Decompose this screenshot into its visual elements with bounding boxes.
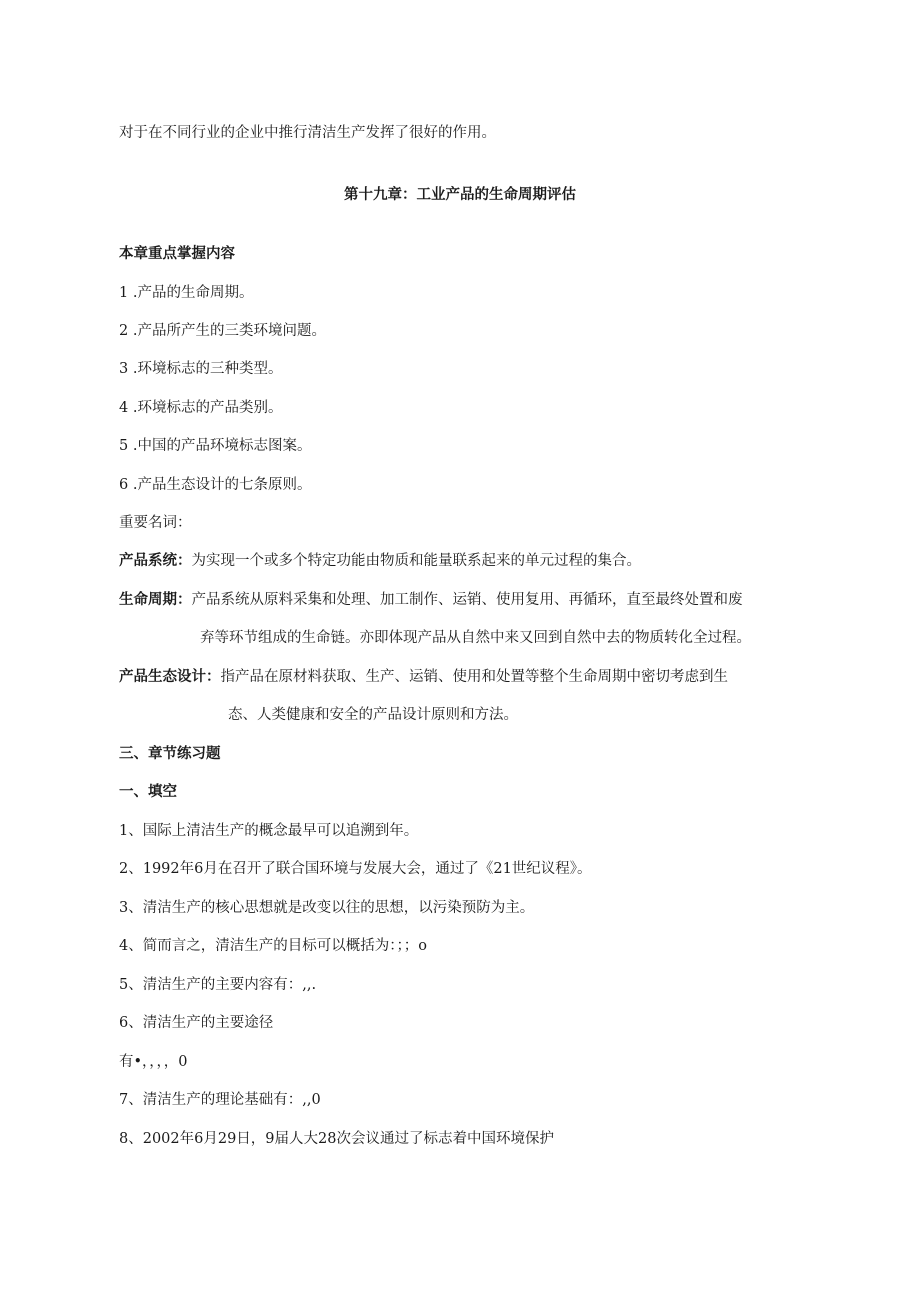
key-point-item: 3 .环境标志的三种类型。: [119, 361, 283, 377]
exercise-question: 1、国际上清洁生产的概念最早可以追溯到年。: [119, 823, 419, 839]
glossary-term-eco-design: [119, 667, 728, 687]
glossary-term-label: 生命周期：: [119, 591, 192, 608]
exercises-section-heading: 三、章节练习题: [119, 745, 221, 762]
exercise-question: 7、清洁生产的理论基础有：,,0: [119, 1092, 321, 1108]
glossary-term-label: 产品生态设计：: [119, 668, 221, 685]
exercise-question: 8、2002年6月29日，9届人大28次会议通过了标志着中国环境保护: [119, 1131, 554, 1147]
chapter-title: 第十九章：工业产品的生命周期评估: [344, 186, 576, 203]
exercise-question: 4、简而言之，清洁生产的目标可以概括为：；；o: [119, 938, 427, 954]
key-point-item: 2 .产品所产生的三类环境问题。: [119, 323, 326, 339]
key-point-item: 5 .中国的产品环境标志图案。: [119, 438, 312, 454]
glossary-term-definition: 为实现一个或多个特定功能由物质和能量联系起来的单元过程的集合。: [191, 553, 641, 569]
exercise-question: 5、清洁生产的主要内容有：,,.: [119, 977, 317, 993]
key-point-item: 1 .产品的生命周期。: [119, 285, 254, 301]
exercise-question: 有•，，，，0: [119, 1054, 188, 1070]
glossary-term-definition: 产品系统从原料采集和处理、加工制作、运销、使用复用、再循环，直至最终处置和废: [191, 592, 743, 608]
key-point-item: 4 .环境标志的产品类别。: [119, 400, 283, 416]
glossary-heading: 重要名词：: [119, 515, 192, 531]
key-points-heading: 本章重点掌握内容: [119, 245, 235, 262]
glossary-term-definition: 指产品在原材料获取、生产、运销、使用和处置等整个生命周期中密切考虑到生: [220, 669, 728, 685]
intro-line: 对于在不同行业的企业中推行清洁生产发挥了很好的作用。: [119, 125, 496, 141]
glossary-term-label: 产品系统：: [119, 552, 192, 569]
key-point-item: 6 .产品生态设计的七条原则。: [119, 477, 312, 493]
glossary-term-continuation: 弃等环节组成的生命链。亦即体现产品从自然中来又回到自然中去的物质转化全过程。: [200, 630, 751, 646]
glossary-term-continuation: 态、人类健康和安全的产品设计原则和方法。: [228, 707, 518, 723]
glossary-term-product-system: [119, 551, 641, 571]
fill-in-blank-heading: 一、填空: [119, 783, 177, 800]
exercise-question: 6、清洁生产的主要途径: [119, 1015, 274, 1031]
exercise-question: 3、清洁生产的核心思想就是改变以往的思想，以污染预防为主。: [119, 900, 535, 916]
exercise-question: 2、1992年6月在召开了联合国环境与发展大会，通过了《21世纪议程》。: [119, 861, 592, 877]
glossary-term-life-cycle: [119, 590, 743, 610]
